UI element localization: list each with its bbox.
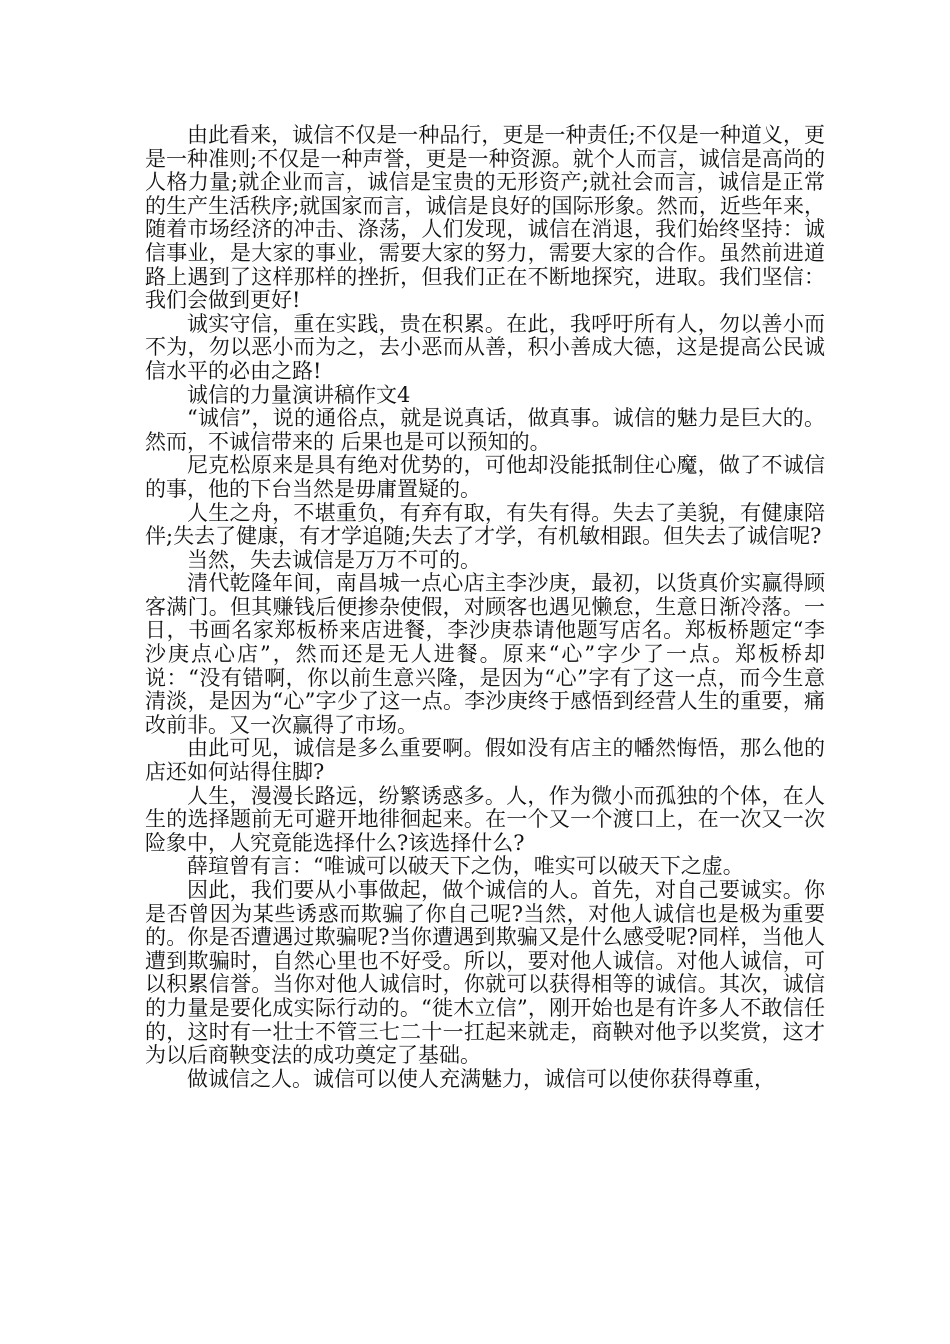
section-heading: 诚信的力量演讲稿作文4	[187, 382, 411, 407]
paragraph-1: 由此看来，诚信不仅是一种品行，更是一种责任;不仅是一种道义，更是一种准则;不仅是一种声誉，更是一种资源。就个人而言，诚信是高尚的人格力量;就企业而言，诚信是宝贵的无形资产;就社会而言，诚信是正常的生产生活秩序;就国家而言，诚信是良好的国际形象。然而，近些年来，随着市场经济的冲击、涤荡，人们发现，诚信在消退，我们始终坚持：诚信事业，是大家的事业，需要大家的努力，需要大家的合作。虽然前进道路上遇到了这样那样的挫折，但我们正在不断地探究，进取。我们坚信：我们会做到更好!	[145, 123, 825, 313]
paragraph-12: 做诚信之人。诚信可以使人充满魅力，诚信可以使你获得尊重，	[187, 1066, 775, 1091]
paragraph-4: 尼克松原来是具有绝对优势的，可他却没能抵制住心魔，做了不诚信的事，他的下台当然是毋庸置疑的。	[145, 453, 825, 501]
paragraph-3: “诚信”，说的通俗点，就是说真话，做真事。诚信的魅力是巨大的。然而，不诚信带来的 后果也是可以预知的。	[145, 406, 825, 454]
paragraph-8: 由此可见，诚信是多么重要啊。假如没有店主的幡然悔悟，那么他的店还如何站得住脚?	[145, 736, 825, 785]
paragraph-7: 清代乾隆年间，南昌城一点心店主李沙庚，最初，以货真价实赢得顾客满门。但其赚钱后便掺杂使假，对顾客也遇见懒怠，生意日渐冷落。一日，书画名家郑板桥来店进餐，李沙庚恭请他题写店名。郑板桥题定“李沙庚点心店”，然而还是无人进餐。原来“心”字少了一点。郑板桥却说：“没有错啊，你以前生意兴隆，是因为“心”字有了这一点，而今生意清淡，是因为“心”字少了这一点。李沙庚终于感悟到经营人生的重要，痛改前非。又一次赢得了市场。	[145, 571, 825, 737]
paragraph-2: 诚实守信，重在实践，贵在积累。在此，我呼吁所有人，勿以善小而不为，勿以恶小而为之，去小恶而从善，积小善成大德，这是提高公民诚信水平的必由之路!	[145, 311, 825, 383]
paragraph-9: 人生，漫漫长路远，纷繁诱惑多。人，作为微小而孤独的个体，在人生的选择题前无可避开地徘徊起来。在一个又一个渡口上，在一次又一次险象中，人究竟能选择什么?该选择什么?	[145, 783, 825, 855]
document-body	[145, 124, 825, 1091]
paragraph-6: 当然，失去诚信是万万不可的。	[187, 547, 481, 572]
paragraph-11: 因此，我们要从小事做起，做个诚信的人。首先，对自己要诚实。你是否曾因为某些诱惑而欺骗了你自己呢?当然，对他人诚信也是极为重要的。你是否遭遇过欺骗呢?当你遭遇到欺骗又是什么感受呢?同样，当他人遭到欺骗时，自然心里也不好受。所以，要对他人诚信。对他人诚信，可以积累信誉。当你对他人诚信时，你就可以获得相等的诚信。其次，诚信的力量是要化成实际行动的。“徙木立信”，刚开始也是有许多人不敢信任的，这时有一壮士不管三七二十一扛起来就走，商鞅对他予以奖赏，这才为以后商鞅变法的成功奠定了基础。	[145, 878, 825, 1068]
paragraph-10: 薛瑄曾有言：“唯诚可以破天下之伪，唯实可以破天下之虚。	[187, 854, 744, 879]
paragraph-5: 人生之舟，不堪重负，有弃有取，有失有得。失去了美貌，有健康陪伴;失去了健康，有才学追随;失去了才学，有机敏相跟。但失去了诚信呢?	[145, 500, 825, 549]
